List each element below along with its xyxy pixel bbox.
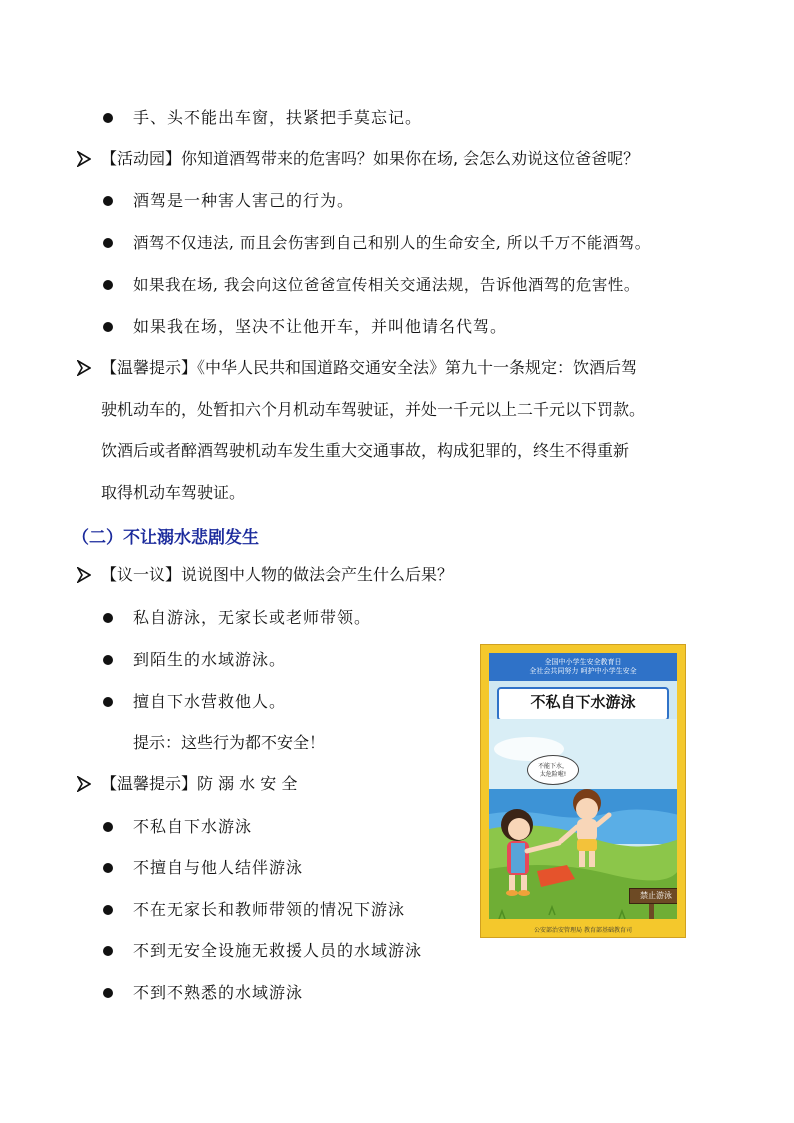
section-title: （二）不让溺水悲剧发生 [72,528,259,548]
tip2-item: 不到无安全设施无救援人员的水域游泳 [133,941,423,960]
arrow-bullet-icon [77,567,91,583]
bullet-dot [103,988,113,998]
bullet-dot [103,613,113,623]
discuss-answer: 擅自下水营救他人。 [133,692,287,711]
bullet-dot [103,946,113,956]
bubble-line: 不能下水， [537,763,568,770]
tip2-title: 【温馨提示】防 溺 水 安 全 [101,774,298,793]
bullet-dot [103,322,113,332]
bullet-text: 手、头不能出车窗，扶紧把手莫忘记。 [133,108,423,127]
bullet-dot [103,905,113,915]
tip-line: 饮酒后或者醉酒驾驶机动车发生重大交通事故，构成犯罪的，终生不得重新 [101,441,630,460]
bubble-line: 太危险啦! [539,771,567,778]
poster-header [489,653,677,681]
discuss-answer: 到陌生的水域游泳。 [133,650,287,669]
no-swimming-sign: 禁止游泳 [629,888,677,904]
bullet-dot [103,655,113,665]
poster-header-line: 全社会共同努力 呵护中小学生安全 [529,667,637,675]
tip2-item: 不在无家长和教师带领的情况下游泳 [133,900,406,919]
activity-answer: 如果我在场, 我会向这位爸爸宣传相关交通法规，告诉他酒驾的危害性。 [133,276,640,294]
speech-bubble [527,755,579,785]
tip2-item: 不私自下水游泳 [133,817,253,836]
tip-line: 【温馨提示】《中华人民共和国道路交通安全法》第九十一条规定：饮酒后驾 [101,358,638,377]
poster-title: 不私自下水游泳 [497,687,669,721]
arrow-bullet-icon [77,360,91,376]
activity-answer: 如果我在场，坚决不让他开车，并叫他请名代驾。 [133,317,508,336]
tip-line: 取得机动车驾驶证。 [101,483,246,502]
discuss-answer: 私自游泳，无家长或老师带领。 [133,608,372,627]
poster-header-line: 全国中小学生安全教育日 [544,658,622,666]
activity-answer: 酒驾不仅违法, 而且会伤害到自己和别人的生命安全, 所以千万不能酒驾。 [133,234,651,252]
tip2-item: 不擅自与他人结伴游泳 [133,858,304,877]
discuss-prompt: 【议一议】说说图中人物的做法会产生什么后果？ [101,565,454,584]
bullet-dot [103,113,113,123]
activity-prompt: 【活动园】你知道酒驾带来的危害吗？如果你在场, 会怎么劝说这位爸爸呢？ [101,149,640,168]
tip-line: 驶机动车的，处暂扣六个月机动车驾驶证，并处一千元以上二千元以下罚款。 [101,400,646,419]
bullet-dot [103,238,113,248]
safety-poster [480,644,686,938]
bullet-dot [103,280,113,290]
bullet-dot [103,822,113,832]
bullet-dot [103,863,113,873]
tip2-item: 不到不熟悉的水域游泳 [133,983,304,1002]
activity-answer: 酒驾是一种害人害己的行为。 [133,191,355,210]
discuss-hint: 提示：这些行为都不安全！ [133,733,326,752]
bullet-dot [103,196,113,206]
arrow-bullet-icon [77,151,91,167]
bullet-dot [103,697,113,707]
arrow-bullet-icon [77,776,91,792]
poster-scene [489,653,677,919]
poster-footer: 公安部治安管理局 教育部基础教育司 [534,927,632,934]
